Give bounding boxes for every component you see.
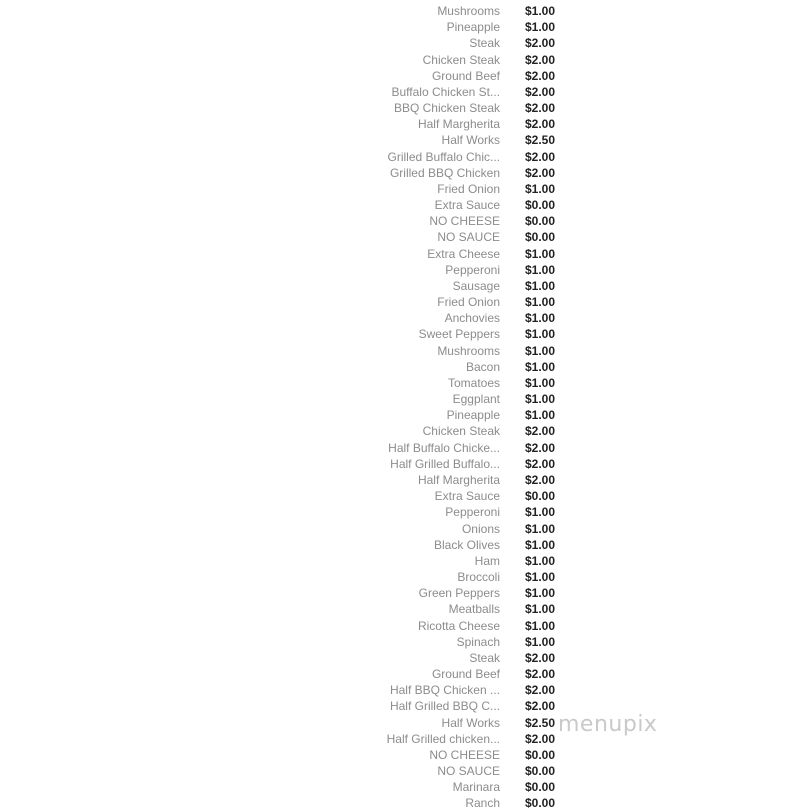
item-price: $0.00 [525, 764, 556, 779]
menu-item [0, 666, 788, 682]
item-name: Sweet Peppers [418, 327, 500, 342]
item-price: $2.00 [525, 683, 556, 698]
item-name: Ranch [465, 796, 500, 811]
menu-item [0, 731, 788, 747]
menu-item [0, 229, 788, 245]
item-name: Pineapple [446, 20, 500, 35]
item-name: Ground Beef [431, 68, 500, 83]
item-price: $2.00 [525, 456, 556, 471]
item-name: NO CHEESE [429, 747, 500, 762]
menu-item [0, 391, 788, 407]
item-price: $2.50 [525, 715, 556, 730]
item-name: Anchovies [444, 311, 500, 326]
menu-item [0, 278, 788, 294]
item-name: Extra Cheese [427, 246, 500, 261]
menu-item [0, 375, 788, 391]
item-price: $1.00 [525, 618, 556, 633]
watermark-logo: menupix [558, 712, 658, 737]
item-name: Pepperoni [445, 505, 500, 520]
item-price: $1.00 [525, 586, 556, 601]
item-name: Broccoli [457, 570, 500, 585]
item-price: $1.00 [525, 246, 556, 261]
item-name: Pepperoni [445, 262, 500, 277]
menu-item [0, 763, 788, 779]
item-name: Extra Sauce [434, 198, 500, 213]
item-name: NO SAUCE [437, 764, 500, 779]
item-name: Marinara [452, 780, 500, 795]
item-name: Half Grilled BBQ C... [389, 699, 500, 714]
item-price: $0.00 [525, 198, 556, 213]
item-name: NO CHEESE [429, 214, 500, 229]
item-name: Mushrooms [437, 343, 500, 358]
menu-item [0, 359, 788, 375]
item-price: $0.00 [525, 230, 556, 245]
item-name: Pineapple [446, 408, 500, 423]
item-price: $1.00 [525, 553, 556, 568]
item-price: $1.00 [525, 181, 556, 196]
item-price: $1.00 [525, 262, 556, 277]
menu-item [0, 294, 788, 310]
item-name: Grilled BBQ Chicken [389, 165, 500, 180]
menu-item [0, 634, 788, 650]
item-name: Steak [469, 650, 500, 665]
menu-item [0, 132, 788, 148]
item-name: Half Margherita [417, 117, 500, 132]
item-price: $1.00 [525, 4, 556, 18]
item-price: $0.00 [525, 747, 556, 762]
item-name: Black Olives [433, 537, 500, 552]
item-price: $2.50 [525, 133, 556, 148]
menu-item [0, 698, 788, 714]
menu-item [0, 440, 788, 456]
item-name: Buffalo Chicken St... [391, 84, 500, 99]
menu-list [0, 3, 788, 812]
item-name: Chicken Steak [422, 424, 500, 439]
menu-item [0, 52, 788, 68]
menu-item [0, 35, 788, 51]
menu-item [0, 521, 788, 537]
item-name: Ricotta Cheese [417, 618, 500, 633]
item-price: $2.00 [525, 650, 556, 665]
item-name: Ham [474, 553, 500, 568]
item-price: $2.00 [525, 165, 556, 180]
menu-item [0, 68, 788, 84]
item-price: $1.00 [525, 408, 556, 423]
item-name: Green Peppers [418, 586, 500, 601]
item-price: $1.00 [525, 634, 556, 649]
menu-item [0, 326, 788, 342]
item-price: $1.00 [525, 311, 556, 326]
menu-item [0, 585, 788, 601]
item-name: Half Works [441, 715, 500, 730]
item-price: $1.00 [525, 505, 556, 520]
menu-item [0, 165, 788, 181]
menu-item [0, 715, 788, 731]
item-name: BBQ Chicken Steak [393, 101, 500, 116]
item-name: Grilled Buffalo Chic... [387, 149, 500, 164]
menu-item [0, 795, 788, 811]
item-name: Half Margherita [417, 472, 500, 487]
menu-item [0, 3, 788, 19]
item-price: $2.00 [525, 52, 556, 67]
menu-item [0, 149, 788, 165]
item-price: $1.00 [525, 602, 556, 617]
item-price: $2.00 [525, 667, 556, 682]
item-price: $0.00 [525, 796, 556, 811]
item-name: Meatballs [448, 602, 500, 617]
menu-item [0, 407, 788, 423]
item-price: $2.00 [525, 424, 556, 439]
item-price: $2.00 [525, 731, 556, 746]
menu-item [0, 116, 788, 132]
item-name: Onions [461, 521, 500, 536]
item-name: Steak [469, 36, 500, 51]
item-name: Eggplant [452, 392, 500, 407]
menu-item [0, 19, 788, 35]
item-price: $1.00 [525, 521, 556, 536]
item-price: $2.00 [525, 117, 556, 132]
menu-item [0, 262, 788, 278]
menu-item [0, 682, 788, 698]
item-name: NO SAUCE [437, 230, 500, 245]
item-name: Half Buffalo Chicke... [388, 440, 500, 455]
item-name: Half BBQ Chicken ... [389, 683, 500, 698]
item-price: $0.00 [525, 780, 556, 795]
item-name: Fried Onion [437, 181, 500, 196]
menu-item [0, 747, 788, 763]
menu-item [0, 537, 788, 553]
menu-item [0, 650, 788, 666]
item-price: $1.00 [525, 343, 556, 358]
item-price: $2.00 [525, 101, 556, 116]
menu-item [0, 197, 788, 213]
item-price: $2.00 [525, 36, 556, 51]
menu-item [0, 343, 788, 359]
item-price: $0.00 [525, 214, 556, 229]
item-price: $1.00 [525, 359, 556, 374]
item-price: $2.00 [525, 440, 556, 455]
menu-item [0, 553, 788, 569]
menu-item [0, 779, 788, 795]
menu-item [0, 488, 788, 504]
item-price: $1.00 [525, 570, 556, 585]
menu-item [0, 181, 788, 197]
item-price: $2.00 [525, 68, 556, 83]
menu-item [0, 472, 788, 488]
item-name: Bacon [465, 359, 500, 374]
item-name: Fried Onion [437, 295, 500, 310]
menu-item [0, 504, 788, 520]
menu-item [0, 569, 788, 585]
menu-item [0, 100, 788, 116]
item-name: Spinach [456, 634, 500, 649]
item-price: $1.00 [525, 537, 556, 552]
item-price: $2.00 [525, 472, 556, 487]
item-price: $0.00 [525, 489, 556, 504]
item-price: $2.00 [525, 699, 556, 714]
item-name: Chicken Steak [422, 52, 500, 67]
item-name: Tomatoes [447, 375, 500, 390]
item-price: $1.00 [525, 327, 556, 342]
item-name: Half Grilled Buffalo... [390, 456, 500, 471]
menu-item [0, 310, 788, 326]
menu-item [0, 456, 788, 472]
item-price: $1.00 [525, 20, 556, 35]
menu-item [0, 618, 788, 634]
item-price: $1.00 [525, 392, 556, 407]
menu-item [0, 423, 788, 439]
item-price: $1.00 [525, 278, 556, 293]
item-price: $2.00 [525, 84, 556, 99]
item-name: Half Works [441, 133, 500, 148]
item-name: Sausage [452, 278, 500, 293]
item-name: Extra Sauce [434, 489, 500, 504]
item-name: Half Grilled chicken... [386, 731, 500, 746]
menu-item [0, 213, 788, 229]
item-price: $1.00 [525, 295, 556, 310]
menu-item [0, 246, 788, 262]
item-name: Ground Beef [431, 667, 500, 682]
item-price: $1.00 [525, 375, 556, 390]
item-name: Mushrooms [437, 4, 500, 18]
menu-item [0, 84, 788, 100]
menu-item [0, 601, 788, 617]
item-price: $2.00 [525, 149, 556, 164]
